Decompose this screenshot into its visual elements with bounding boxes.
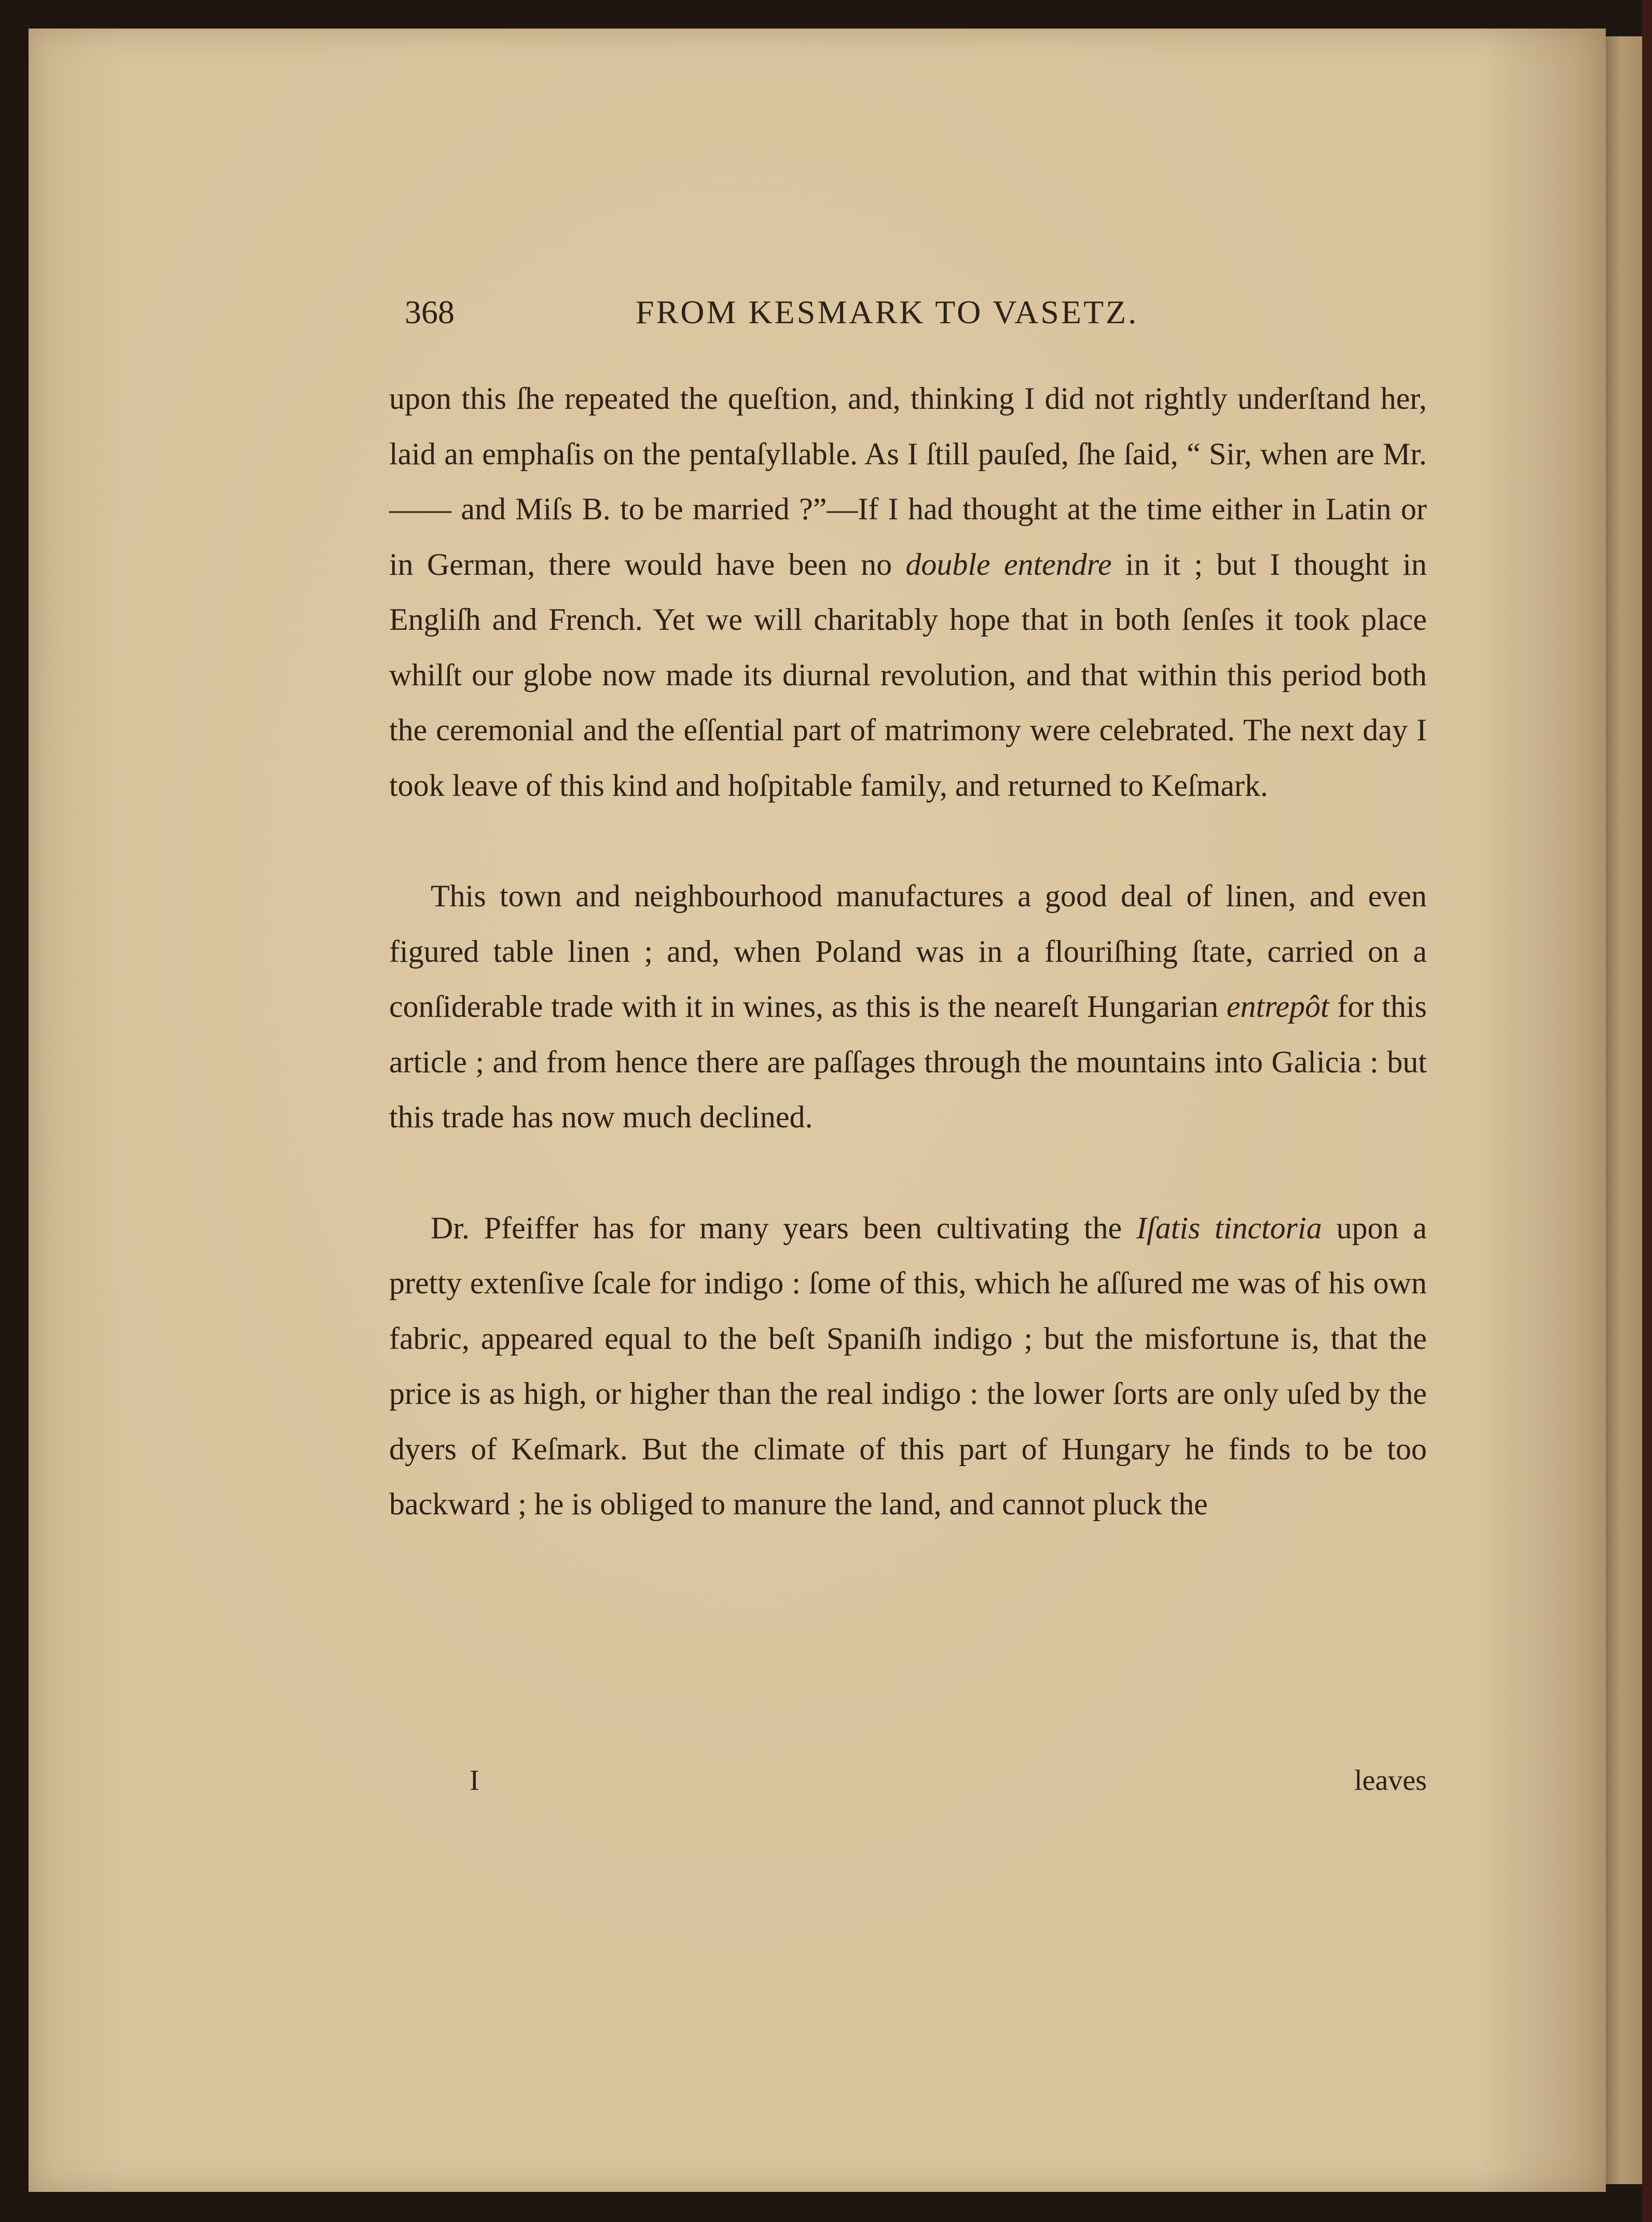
paragraph-1-italic: double entendre bbox=[905, 547, 1112, 582]
paragraph-2 bbox=[389, 868, 1427, 1145]
page-number: 368 bbox=[405, 294, 455, 330]
running-head: FROM KESMARK TO VASETZ. bbox=[636, 294, 1139, 330]
paragraph-3-text-a: Dr. Pfeiffer has for many years been cultivating the bbox=[431, 1210, 1137, 1245]
paragraph-3-text-b: upon a pretty extenſive ſcale for indigo : ſome of this, which he aſſured me was of his own fabric, appeared equal to the beſt Spaniſh indigo ; but the misfortune is, that the price is as high, or higher than the real indigo : the lower ſorts are only uſed by the dyers of Keſmark. But the climate of this part of Hungary he finds to be too backward ; he is obliged to manure the land, and cannot pluck the bbox=[389, 1210, 1427, 1521]
paragraph-1-text-a: upon this ſhe repeated the queſtion, and, thinking I did not rightly underſtand her, laid an emphaſis on the pentaſyllable. As I ſtill pauſed, ſhe ſaid, “ Sir, when are Mr. —— and Miſs B. to be married ?”—If I had thought at the time either in Latin or in German, there would have been no bbox=[389, 381, 1427, 582]
body-text bbox=[389, 371, 1427, 1532]
paragraph-1 bbox=[389, 371, 1427, 813]
book-binding bbox=[1642, 0, 1652, 2222]
paragraph-2-italic: entrepôt bbox=[1227, 989, 1329, 1024]
paragraph-2-text-a: This town and neighbourhood manufactures a good deal of linen, and even figured table linen ; and, when Poland was in a flouriſhing ſtate, carried on a conſiderable trade with it in wines, as this is the neareſt Hungarian bbox=[389, 879, 1427, 1024]
signature-mark: I bbox=[470, 1764, 479, 1797]
paragraph-1-text-b: in it ; but I thought in Engliſh and French. Yet we will charitably hope that in both ſenſes it took place whilſt our globe now made its diurnal revolution, and that within this period both the ceremonial and the eſſential part of matrimony were celebrated. The next day I took leave of this kind and hoſpitable family, and returned to Keſmark. bbox=[389, 547, 1427, 803]
catchword: leaves bbox=[1354, 1764, 1427, 1797]
paragraph-3-italic: Iſatis tinctoria bbox=[1136, 1210, 1322, 1245]
page-header bbox=[405, 293, 1416, 340]
adjacent-page-edge bbox=[1606, 36, 1642, 2184]
page-footer bbox=[389, 1764, 1427, 1805]
paragraph-3 bbox=[389, 1200, 1427, 1532]
paragraph-2-text-b: for this article ; and from hence there are paſſages through the mountains into Galicia : but this trade has now much declined. bbox=[389, 989, 1427, 1134]
